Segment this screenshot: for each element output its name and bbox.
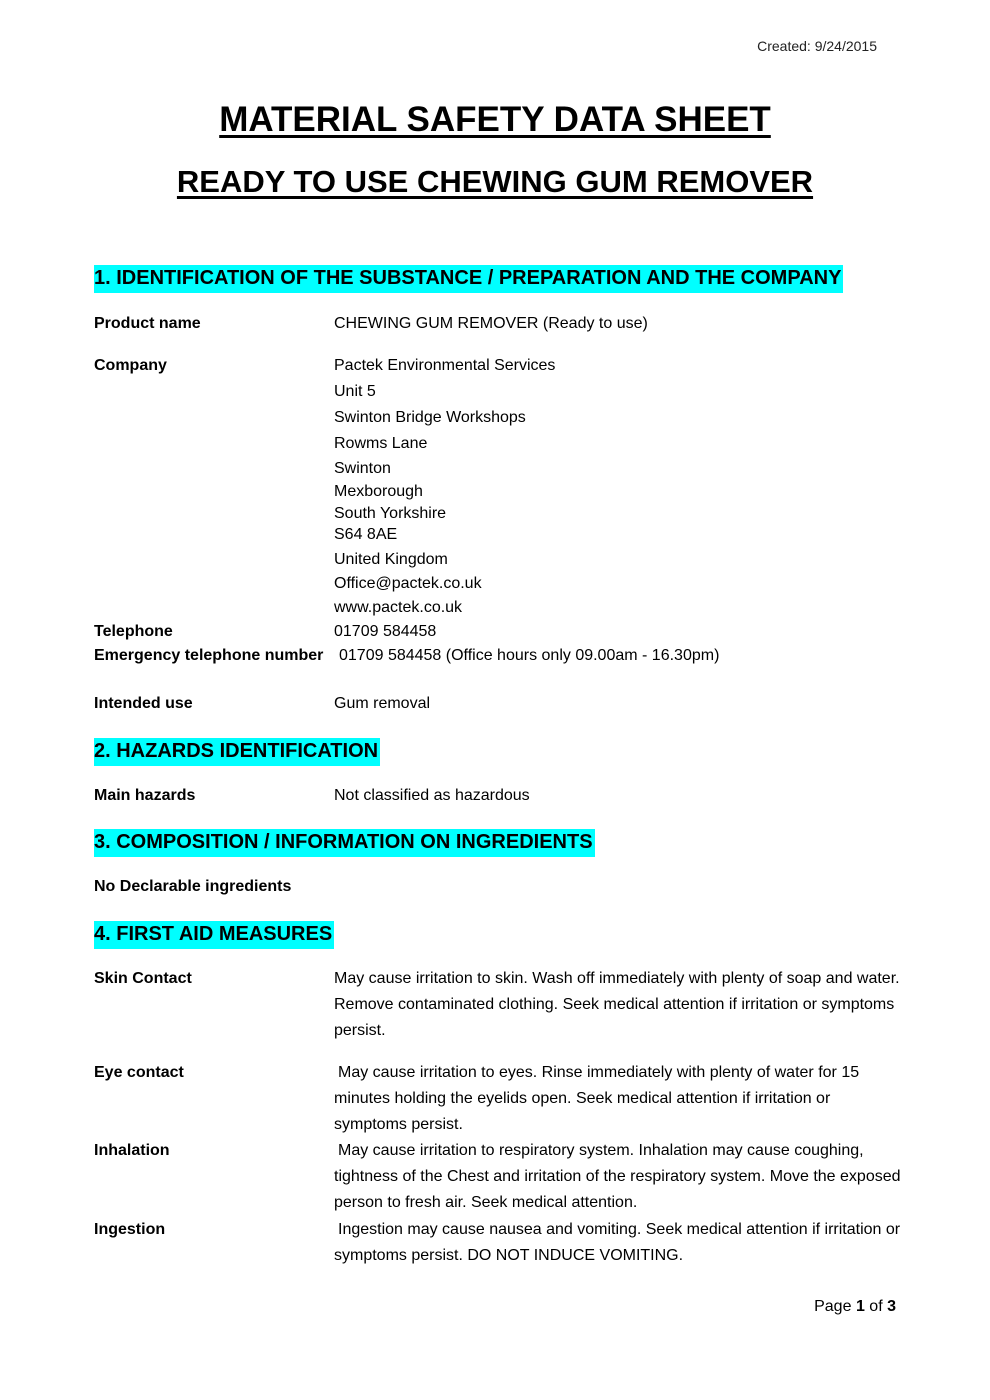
inhalation-label: Inhalation [94,1142,170,1159]
product-name-value: CHEWING GUM REMOVER (Ready to use) [334,315,648,332]
section-2-heading: 2. HAZARDS IDENTIFICATION [94,738,380,766]
telephone-value: 01709 584458 [334,623,437,640]
company-email: Office@pactek.co.uk [334,575,482,592]
section-3-heading: 3. COMPOSITION / INFORMATION ON INGREDIENTS [94,829,595,857]
company-line: Swinton [334,460,391,477]
company-line: Swinton Bridge Workshops [334,409,526,426]
skin-contact-label: Skin Contact [94,970,192,987]
page-total: 3 [887,1298,896,1315]
intended-use-value: Gum removal [334,695,431,712]
document-subtitle: READY TO USE CHEWING GUM REMOVER [176,164,814,199]
page-prefix: Page [814,1298,852,1315]
ingredients-note: No Declarable ingredients [94,878,292,895]
company-website: www.pactek.co.uk [334,599,463,616]
company-line: S64 8AE [334,526,398,543]
eye-contact-text: May cause irritation to eyes. Rinse immediately with plenty of water for 15 minutes holding the eyelids open. Seek medical attention if irritation or symptoms persist. [334,1064,860,1133]
main-hazards-value: Not classified as hazardous [334,787,530,804]
created-date: Created: 9/24/2015 [757,38,877,54]
page-current: 1 [855,1298,865,1315]
page-number [814,1298,896,1316]
company-line: Mexborough [334,483,423,500]
eye-contact-label: Eye contact [94,1064,184,1081]
main-hazards-label: Main hazards [94,787,196,804]
document-title: MATERIAL SAFETY DATA SHEET [219,100,771,139]
ingestion-text: Ingestion may cause nausea and vomiting. Seek medical attention if irritation or symptoms persist. DO NOT INDUCE VOMITING. [334,1221,901,1264]
page-of: of [869,1298,883,1315]
emergency-telephone-label: Emergency telephone number [94,647,324,664]
company-line: Pactek Environmental Services [334,357,556,374]
ingestion-label: Ingestion [94,1221,166,1238]
inhalation-text: May cause irritation to respiratory system. Inhalation may cause coughing, tightness of the Chest and irritation of the respiratory system. Move the exposed person to fresh air. Seek medical attention. [334,1142,901,1211]
company-line: United Kingdom [334,551,448,568]
emergency-telephone-value: 01709 584458 (Office hours only 09.00am - 16.30pm) [339,647,720,664]
company-label: Company [94,357,167,374]
section-4-heading: 4. FIRST AID MEASURES [94,921,334,949]
company-line: South Yorkshire [334,505,447,522]
company-line: Unit 5 [334,383,376,400]
section-1-heading: 1. IDENTIFICATION OF THE SUBSTANCE / PREPARATION AND THE COMPANY [94,265,843,293]
telephone-label: Telephone [94,623,173,640]
product-name-label: Product name [94,315,201,332]
company-line: Rowms Lane [334,435,428,452]
intended-use-label: Intended use [94,695,193,712]
skin-contact-text: May cause irritation to skin. Wash off immediately with plenty of soap and water. Remove contaminated clothing. Seek medical attention if irritation or symptoms persist. [334,970,900,1039]
